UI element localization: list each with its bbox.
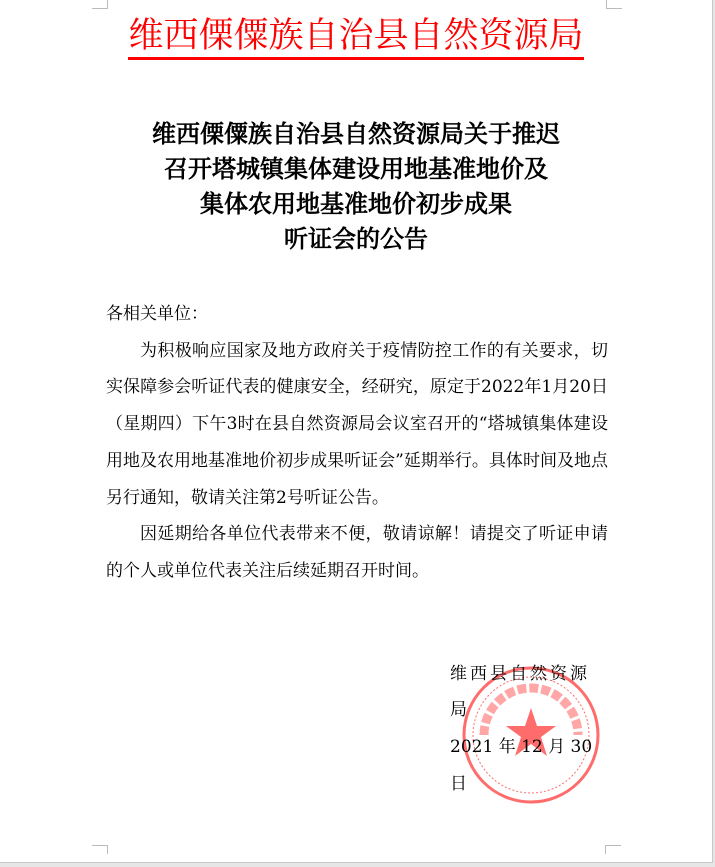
document-title	[0, 116, 712, 256]
salutation: 各相关单位：	[106, 304, 208, 324]
letterhead: 维西傈僳族自治县自然资源局	[0, 14, 712, 58]
corner-mark	[92, 0, 108, 9]
title-line: 维西傈僳族自治县自然资源局关于推迟	[152, 119, 560, 148]
corner-mark	[92, 845, 108, 854]
signature-block	[450, 656, 608, 803]
title-line: 听证会的公告	[284, 224, 428, 253]
signature-date: 2021 年 12 月 30 日	[450, 737, 593, 794]
signature-organization: 维西县自然资源局	[450, 663, 590, 721]
paragraph: 为积极响应国家及地方政府关于疫情防控工作的有关要求，切实保障参会听证代表的健康安全，经研究，原定于2022年1月20日（星期四）下午3时在县自然资源局会议室召开的“塔城镇集体建设用地及农用地基准地价初步成果听证会”延期举行。具体时间及地点另行通知，敬请关注第2号听证公告。	[106, 340, 608, 508]
corner-mark	[606, 0, 622, 9]
document-body	[106, 296, 608, 802]
paragraph: 因延期给各单位代表带来不便，敬请谅解！请提交了听证申请的个人或单位代表关注后续延期召开时间。	[106, 524, 608, 581]
title-line: 召开塔城镇集体建设用地基准地价及	[164, 154, 548, 183]
corner-mark	[605, 845, 621, 854]
title-line: 集体农用地基准地价初步成果	[200, 189, 512, 218]
